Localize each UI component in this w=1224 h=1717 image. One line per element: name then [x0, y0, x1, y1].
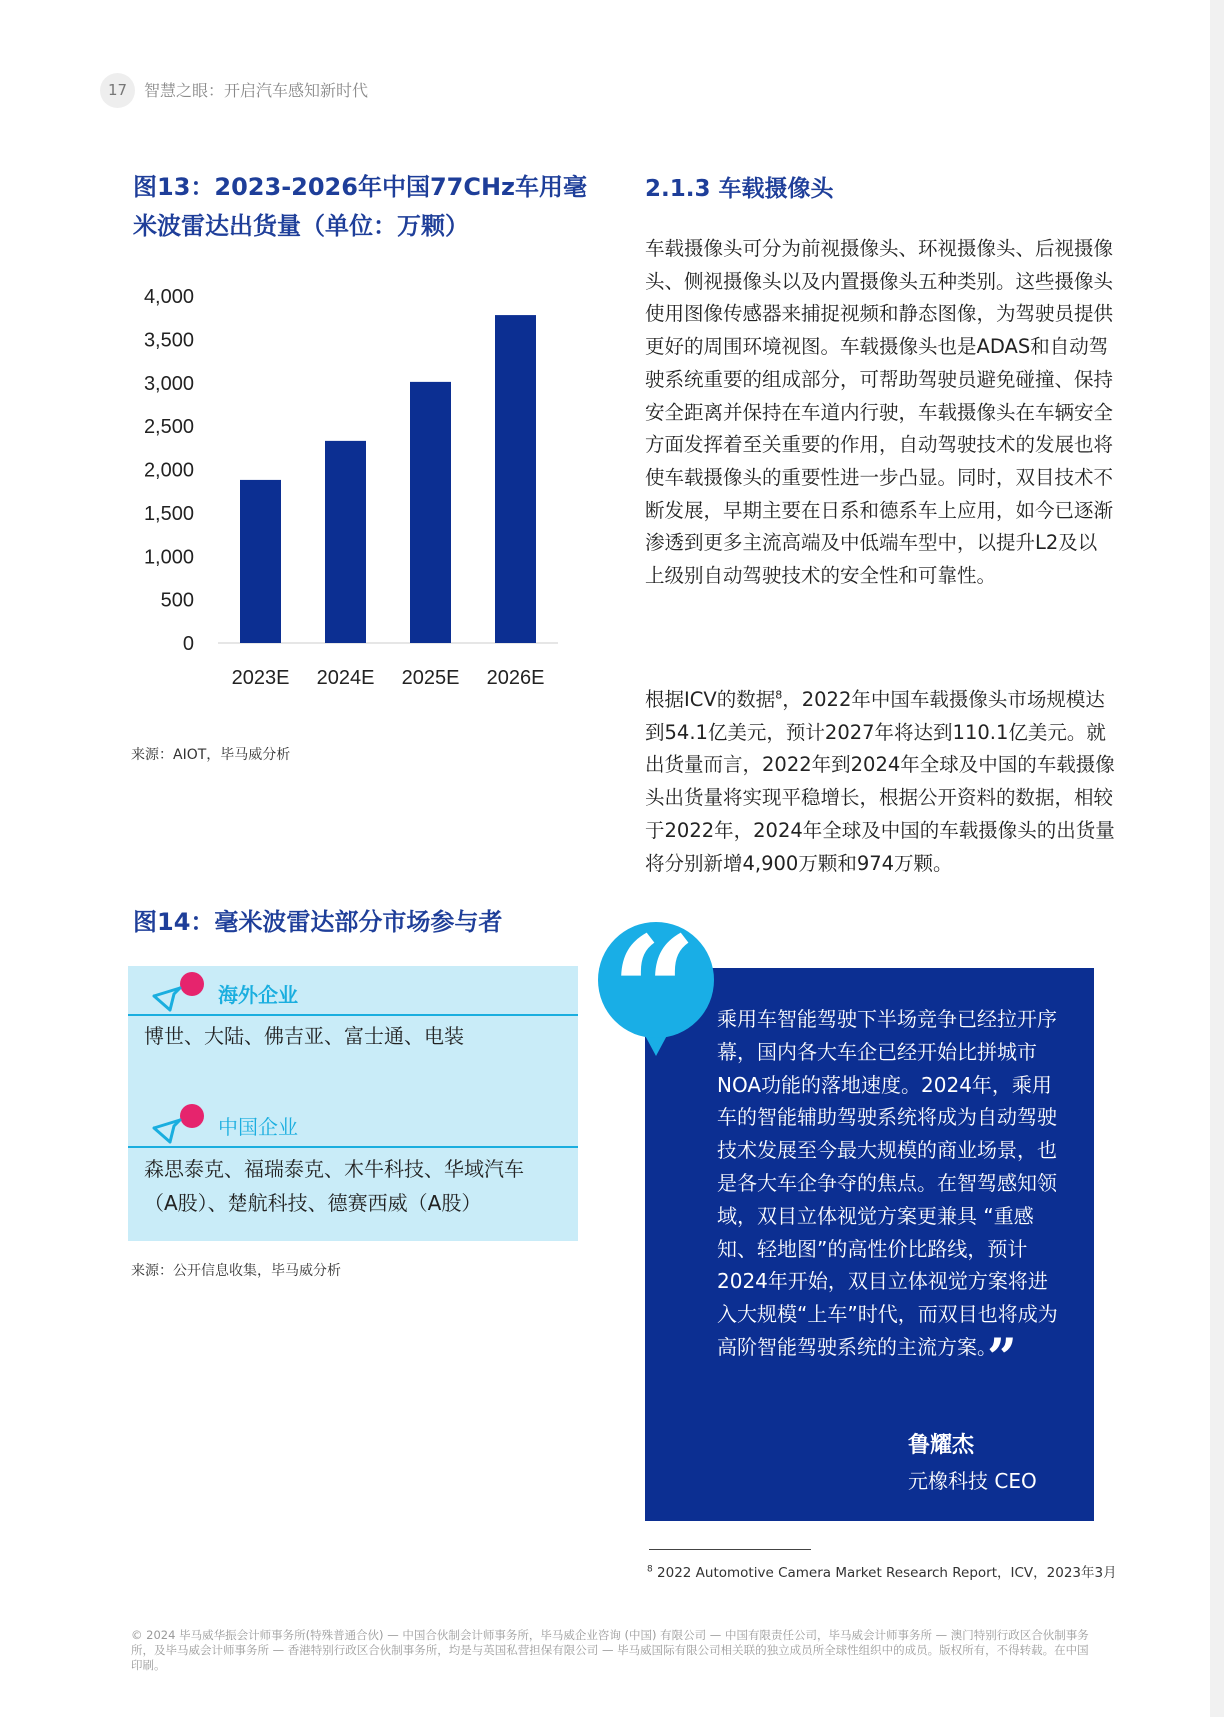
- quote-author: 鲁耀杰: [908, 1433, 975, 1458]
- y-tick-label: 3,000: [143, 372, 194, 395]
- footnote-rule: [649, 1549, 811, 1550]
- copyright-notice: © 2024 毕马威华振会计师事务所(特殊普通合伙) — 中国合伙制会计师事务所，毕马威企业咨询 (中国) 有限公司 — 中国有限责任公司，毕马威会计师事务所 — 澳门特别行政区合伙制事务所，及毕马威会计师事务所 — 香港特别行政区合伙制事务所，均是与英国私营担保有限公司 — 毕马威国际有限公司相关联的独立成员所全球性组织中的成员。版权所有，不得转载。在中国印刷。: [131, 1628, 1089, 1672]
- china-label: 中国企业: [218, 1115, 298, 1139]
- section-heading: 2.1.3 车载摄像头: [645, 176, 834, 202]
- x-tick-label: 2024E: [316, 667, 375, 689]
- y-tick-label: 1,000: [143, 546, 194, 569]
- x-tick-label: 2025E: [401, 667, 460, 689]
- bar-2024E: [325, 441, 366, 643]
- footnote-text: 2022 Automotive Camera Market Research Report，ICV，2023年3月: [657, 1565, 1117, 1581]
- running-title: 智慧之眼：开启汽车感知新时代: [144, 81, 369, 100]
- overseas-divider: [128, 1014, 578, 1016]
- body-paragraph-2: [645, 684, 1115, 880]
- quote-body: 乘用车智能驾驶下半场竞争已经拉开序幕，国内各大车企已经开始比拼城市NOA功能的落地速度。2024年，乘用车的智能辅助驾驶系统将成为自动驾驶技术发展至今最大规模的商业场景，也是各大车企争夺的焦点。在智驾感知领域，双目立体视觉方案更兼具 “重感知、轻地图”的高性价比路线，预计2024年开始，双目立体视觉方案将进入大规模“上车”时代，而双目也将成为高阶智能驾驶系统的主流方案。: [717, 1007, 1058, 1359]
- china-companies-line2: （A股）、楚航科技、德赛西威（A股）: [144, 1191, 482, 1215]
- figure14-source: 来源：公开信息收集，毕马威分析: [131, 1263, 341, 1279]
- china-companies-line1: 森思泰克、福瑞泰克、木牛科技、华域汽车: [144, 1157, 524, 1181]
- bar-2026E: [495, 315, 536, 643]
- footnote-ref: 8: [775, 688, 783, 702]
- body-paragraph-1: 车载摄像头可分为前视摄像头、环视摄像头、后视摄像头、侧视摄像头以及内置摄像头五种类别。这些摄像头使用图像传感器来捕捉视频和静态图像，为驾驶员提供更好的周围环境视图。车载摄像头也是ADAS和自动驾驶系统重要的组成部分，可帮助驾驶员避免碰撞、保持安全距离并保持在车道内行驶，车载摄像头在车辆安全方面发挥着至关重要的作用，自动驾驶技术的发展也将使车载摄像头的重要性进一步凸显。同时，双目技术不断发展，早期主要在日系和德系车上应用，如今已逐渐渗透到更多主流高端及中低端车型中，以提升L2及以上级别自动驾驶技术的安全性和可靠性。: [645, 237, 1114, 588]
- figure13-source: 来源：AIOT，毕马威分析: [131, 747, 291, 763]
- overseas-header: [128, 966, 578, 1016]
- china-divider: [128, 1146, 578, 1148]
- x-tick-label: 2026E: [486, 667, 545, 689]
- para2-rest: ，2022年中国车载摄像头市场规模达到54.1亿美元，预计2027年将达到110.1亿美元。就出货量而言，2022年到2024年全球及中国的车载摄像头出货量将实现平稳增长，根据公开资料的数据，相较于2022年，2024年全球及中国的车载摄像头的出货量将分别新增4,900万颗和974万颗。: [645, 688, 1115, 875]
- para2-start: 根据ICV的数据: [645, 688, 776, 711]
- china-header: [128, 1098, 578, 1148]
- overseas-pinwheel-icon: [150, 970, 206, 1014]
- overseas-companies: 博世、大陆、佛吉亚、富士通、电装: [144, 1024, 464, 1048]
- footnote-number: 8: [647, 1564, 653, 1575]
- y-tick-label: 0: [182, 633, 194, 655]
- quote-bubble: [596, 920, 718, 1060]
- quote-author-role: 元橡科技 CEO: [908, 1469, 1037, 1493]
- china-companies: [144, 1152, 564, 1220]
- y-tick-label: 500: [160, 589, 194, 612]
- y-tick-label: 4,000: [143, 286, 194, 308]
- y-tick-label: 1,500: [143, 502, 194, 525]
- bar-2023E: [240, 480, 281, 643]
- y-tick-label: 2,500: [143, 416, 194, 439]
- page-number: 17: [100, 73, 135, 108]
- y-tick-label: 3,500: [143, 329, 194, 352]
- overseas-label: 海外企业: [218, 983, 298, 1007]
- x-tick-label: 2023E: [231, 667, 290, 689]
- page-edge: [1210, 0, 1224, 1717]
- figure14-title: 图14：毫米波雷达部分市场参与者: [133, 908, 503, 936]
- close-quote-mark: ”: [987, 1327, 1011, 1389]
- china-pinwheel-icon: [150, 1102, 206, 1146]
- footnote: [647, 1561, 1117, 1581]
- bar-2025E: [410, 382, 451, 643]
- figure13-title: 图13：2023-2026年中国77CHz车用毫米波雷达出货量（单位：万颗）: [133, 173, 588, 240]
- y-tick-label: 2,000: [143, 459, 194, 482]
- open-quote-mark: “: [610, 920, 698, 1060]
- market-participants-box: [128, 966, 578, 1241]
- figure13-bar-chart: [128, 270, 588, 700]
- quote-text: [717, 1003, 1067, 1389]
